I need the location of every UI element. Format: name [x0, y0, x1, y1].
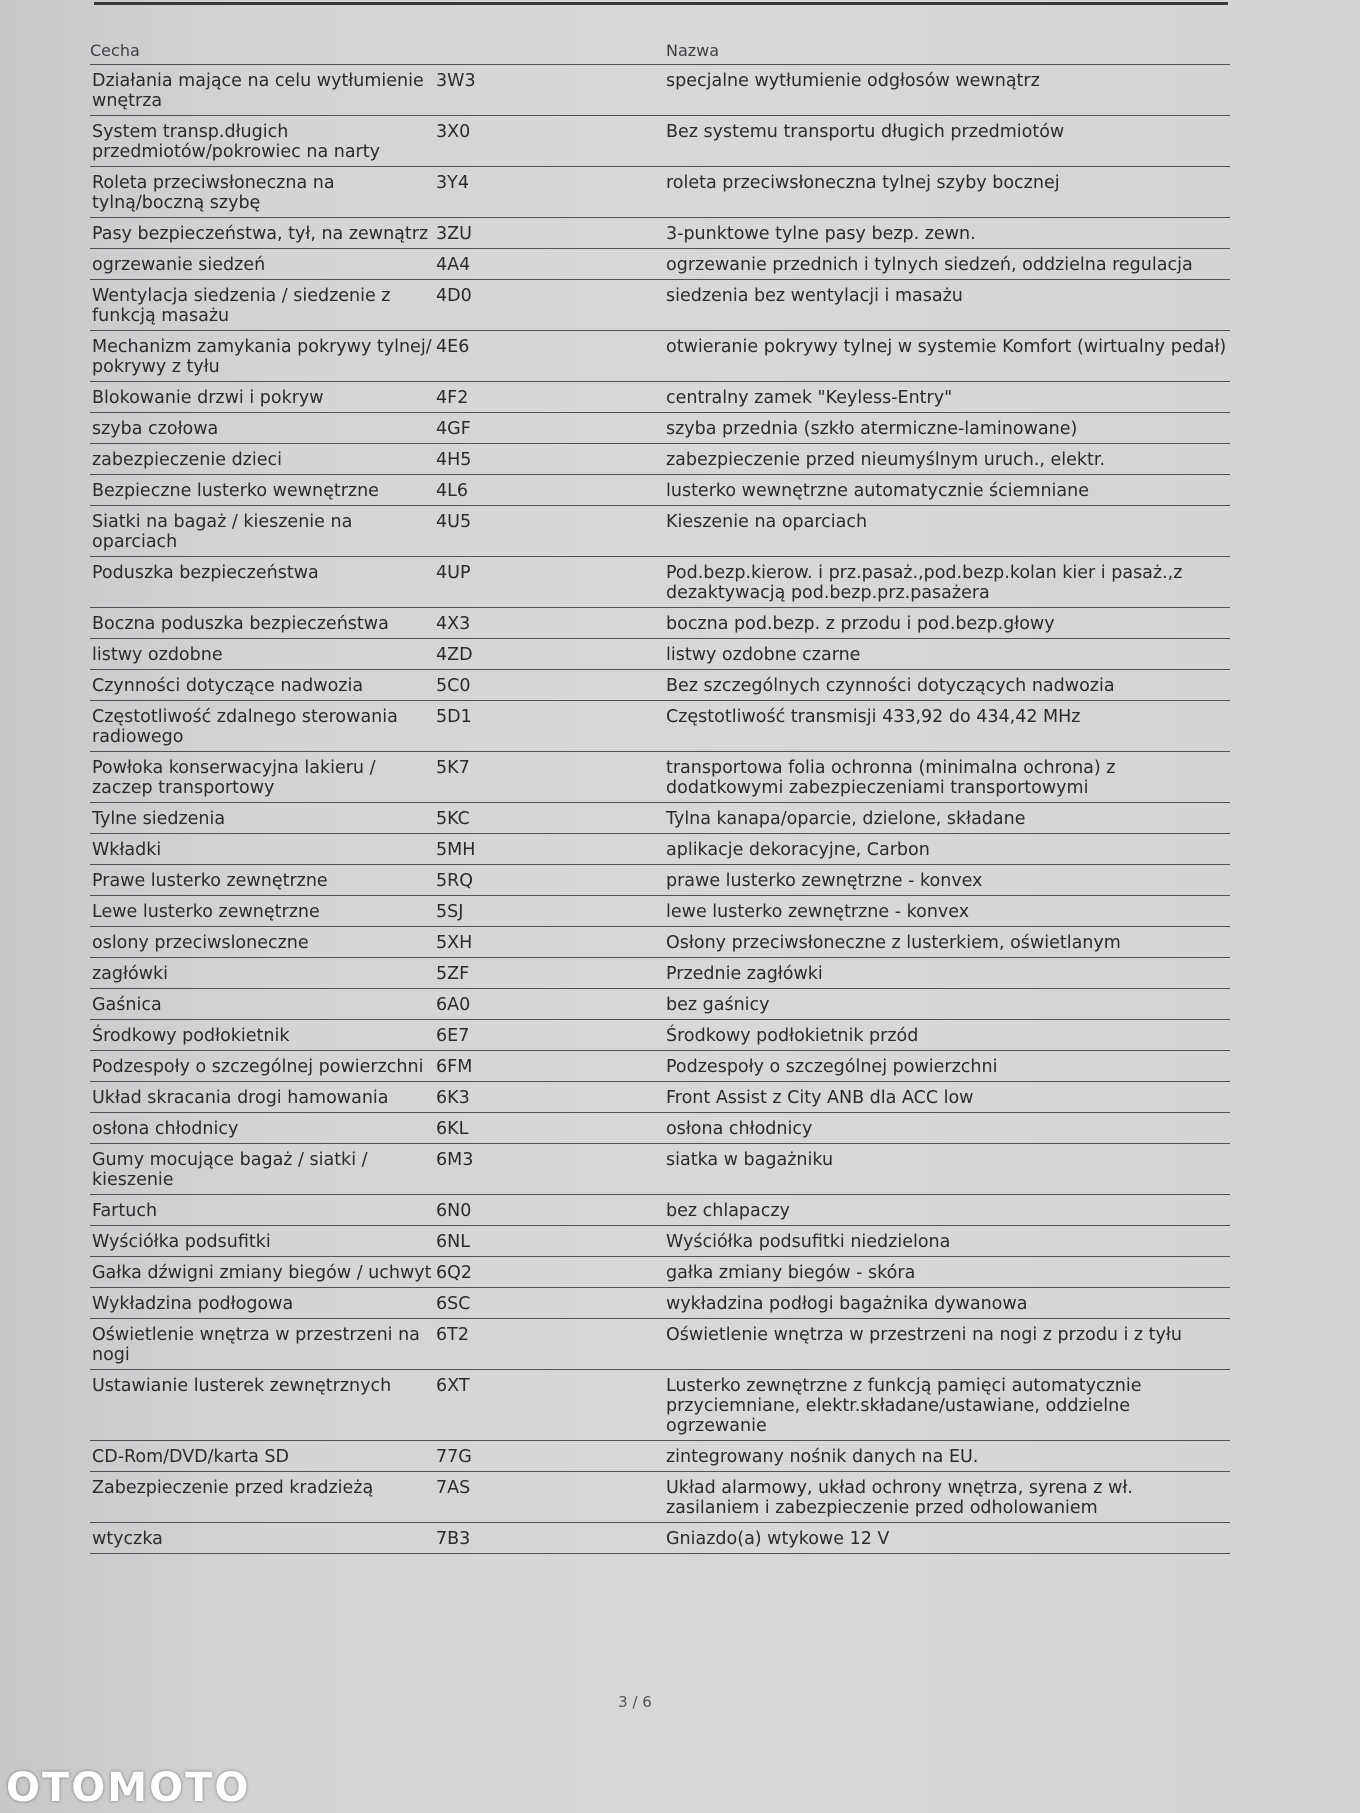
code-cell: 5SJ: [436, 902, 464, 922]
table-row: [90, 413, 1230, 444]
table-row: [90, 1226, 1230, 1257]
feature-cell: Mechanizm zamykania pokrywy tylnej/ pokrywy z tyłu: [92, 337, 432, 377]
name-cell: Przednie zagłówki: [666, 964, 823, 984]
name-cell: otwieranie pokrywy tylnej w systemie Komfort (wirtualny pedał): [666, 337, 1227, 357]
code-cell: 6KL: [436, 1119, 469, 1139]
feature-cell: oslony przeciwslonecznе: [92, 933, 309, 953]
table-row: [90, 701, 1230, 752]
table-row: [90, 834, 1230, 865]
table-row: [90, 1288, 1230, 1319]
feature-cell: Bezpieczne lusterko wewnętrzne: [92, 481, 379, 501]
name-cell: Układ alarmowy, układ ochrony wnętrza, syrena z wł. zasilaniem i zabezpieczenie przed odholowaniem: [666, 1478, 1133, 1518]
name-cell: szyba przednia (szkło atermiczne-laminowane): [666, 419, 1078, 439]
table-row: [90, 1082, 1230, 1113]
feature-cell: Gałka dźwigni zmiany biegów / uchwyt: [92, 1263, 432, 1283]
name-cell: siatka w bagażniku: [666, 1150, 834, 1170]
name-cell: gałka zmiany biegów - skóra: [666, 1263, 916, 1283]
feature-cell: Poduszka bezpieczeństwa: [92, 563, 319, 583]
feature-cell: Powłoka konserwacyjna lakieru / zaczep transportowy: [92, 758, 376, 798]
table-row: [90, 475, 1230, 506]
feature-cell: Tylne siedzenia: [92, 809, 226, 829]
feature-cell: Siatki na bagaż / kieszenie na oparciach: [92, 512, 353, 552]
table-row: [90, 65, 1230, 116]
table-row: [90, 382, 1230, 413]
feature-cell: Fartuch: [92, 1201, 158, 1221]
code-cell: 4D0: [436, 286, 472, 306]
feature-cell: Lewe lusterko zewnętrzne: [92, 902, 320, 922]
name-cell: 3-punktowe tylne pasy bezp. zewn.: [666, 224, 976, 244]
code-cell: 3Y4: [436, 173, 469, 193]
name-cell: wykładzina podłogi bagażnika dywanowa: [666, 1294, 1028, 1314]
name-cell: Częstotliwość transmisji 433,92 do 434,42 MHz: [666, 707, 1081, 727]
name-cell: transportowa folia ochronna (minimalna ochrona) z dodatkowymi zabezpieczeniami transportowymi: [666, 758, 1116, 798]
feature-cell: ogrzewanie siedzeń: [92, 255, 266, 275]
feature-cell: wtyczka: [92, 1529, 163, 1549]
feature-cell: Blokowanie drzwi i pokryw: [92, 388, 324, 408]
feature-cell: Środkowy podłokietnik: [92, 1026, 290, 1046]
feature-cell: Działania mające na celu wytłumienie wnętrza: [92, 71, 424, 111]
top-divider: [94, 2, 1228, 5]
name-cell: lusterko wewnętrzne automatycznie ściemniane: [666, 481, 1089, 501]
feature-cell: Roleta przeciwsłoneczna na tylną/boczną szybę: [92, 173, 335, 213]
table-row: [90, 989, 1230, 1020]
code-cell: 7AS: [436, 1478, 471, 1498]
name-cell: Środkowy podłokietnik przód: [666, 1026, 919, 1046]
feature-cell: Gumy mocujące bagaż / siatki / kieszenie: [92, 1150, 368, 1190]
table-row: [90, 116, 1230, 167]
table-row: [90, 506, 1230, 557]
feature-cell: Gaśnica: [92, 995, 162, 1015]
name-cell: prawe lusterko zewnętrzne - konvex: [666, 871, 983, 891]
table-row: [90, 557, 1230, 608]
code-cell: 6Q2: [436, 1263, 473, 1283]
table-row: [90, 752, 1230, 803]
code-cell: 6K3: [436, 1088, 470, 1108]
table-row: [90, 218, 1230, 249]
feature-cell: Wykładzina podłogowa: [92, 1294, 294, 1314]
feature-cell: osłona chłodnicy: [92, 1119, 239, 1139]
code-cell: 3X0: [436, 122, 471, 142]
name-cell: siedzenia bez wentylacji i masażu: [666, 286, 963, 306]
equipment-table: [90, 30, 1230, 1554]
code-cell: 5ZF: [436, 964, 470, 984]
table-row: [90, 1441, 1230, 1472]
code-cell: 4GF: [436, 419, 471, 439]
name-cell: Oświetlenie wnętrza w przestrzeni na nogi z przodu i z tyłu: [666, 1325, 1182, 1345]
code-cell: 4A4: [436, 255, 471, 275]
feature-cell: CD-Rom/DVD/karta SD: [92, 1447, 290, 1467]
feature-cell: Prawe lusterko zewnętrzne: [92, 871, 328, 891]
feature-cell: Ustawianie lusterek zewnętrznych: [92, 1376, 392, 1396]
code-cell: 5C0: [436, 676, 471, 696]
code-cell: 4X3: [436, 614, 471, 634]
name-cell: Wyściółka podsufitki niedzielona: [666, 1232, 951, 1252]
name-cell: Front Assist z City ANB dla ACC low: [666, 1088, 974, 1108]
feature-cell: szyba czołowa: [92, 419, 219, 439]
table-row: [90, 927, 1230, 958]
name-cell: zabezpieczenie przed nieumyślnym uruch., elektr.: [666, 450, 1106, 470]
code-cell: 4UP: [436, 563, 471, 583]
code-cell: 3W3: [436, 71, 476, 91]
header-name: Nazwa: [666, 41, 720, 60]
table-row: [90, 280, 1230, 331]
code-cell: 6SC: [436, 1294, 471, 1314]
table-row: [90, 639, 1230, 670]
feature-cell: Boczna poduszka bezpieczeństwa: [92, 614, 389, 634]
name-cell: boczna pod.bezp. z przodu i pod.bezp.głowy: [666, 614, 1055, 634]
feature-cell: Układ skracania drogi hamowania: [92, 1088, 389, 1108]
feature-cell: zabezpieczenie dzieci: [92, 450, 282, 470]
code-cell: 6N0: [436, 1201, 472, 1221]
table-row: [90, 1472, 1230, 1523]
header-feature: Cecha: [90, 41, 140, 60]
code-cell: 4ZD: [436, 645, 473, 665]
table-row: [90, 670, 1230, 701]
feature-cell: listwy ozdobne: [92, 645, 223, 665]
name-cell: Pod.bezp.kierow. i prz.pasaż.,pod.bezp.kolan kier i pasaż.,z dezaktywacją pod.bezp.prz.pasażera: [666, 563, 1183, 603]
table-row: [90, 803, 1230, 834]
table-row: [90, 1370, 1230, 1441]
code-cell: 3ZU: [436, 224, 472, 244]
code-cell: 6XT: [436, 1376, 470, 1396]
table-row: [90, 608, 1230, 639]
code-cell: 77G: [436, 1447, 472, 1467]
feature-cell: Wkładki: [92, 840, 162, 860]
name-cell: Osłony przeciwsłoneczne z lusterkiem, oświetlanym: [666, 933, 1121, 953]
table-row: [90, 331, 1230, 382]
code-cell: 5MH: [436, 840, 476, 860]
feature-cell: Wyściółka podsufitki: [92, 1232, 271, 1252]
name-cell: Tylna kanapa/oparcie, dzielone, składane: [666, 809, 1026, 829]
code-cell: 5RQ: [436, 871, 474, 891]
feature-cell: Podzespoły o szczególnej powierzchni: [92, 1057, 424, 1077]
code-cell: 4U5: [436, 512, 472, 532]
code-cell: 6E7: [436, 1026, 470, 1046]
name-cell: osłona chłodnicy: [666, 1119, 813, 1139]
name-cell: bez gaśnicy: [666, 995, 770, 1015]
table-row: [90, 1113, 1230, 1144]
feature-cell: zagłówki: [92, 964, 169, 984]
name-cell: Kieszenie na oparciach: [666, 512, 868, 532]
code-cell: 4E6: [436, 337, 470, 357]
code-cell: 6A0: [436, 995, 471, 1015]
name-cell: Gniazdo(a) wtykowe 12 V: [666, 1529, 890, 1549]
feature-cell: Oświetlenie wnętrza w przestrzeni na nogi: [92, 1325, 420, 1365]
page-number: 3 / 6: [618, 1693, 652, 1711]
feature-cell: Zabezpieczenie przed kradzieżą: [92, 1478, 374, 1498]
table-row: [90, 1144, 1230, 1195]
table-row: [90, 1051, 1230, 1082]
table-body: [90, 65, 1230, 1554]
code-cell: 4F2: [436, 388, 469, 408]
table-row: [90, 249, 1230, 280]
table-row: [90, 1195, 1230, 1226]
name-cell: Lusterko zewnętrzne z funkcją pamięci automatycznie przyciemniane, elektr.składane/ustawiane, oddzielne ogrzewanie: [666, 1376, 1142, 1436]
feature-cell: Pasy bezpieczeństwa, tył, na zewnątrz: [92, 224, 429, 244]
name-cell: Podzespoły o szczególnej powierzchni: [666, 1057, 998, 1077]
feature-cell: Czynności dotyczące nadwozia: [92, 676, 364, 696]
feature-cell: Wentylacja siedzenia / siedzenie z funkcją masażu: [92, 286, 391, 326]
table-row: [90, 1257, 1230, 1288]
name-cell: listwy ozdobne czarne: [666, 645, 861, 665]
feature-cell: System transp.długich przedmiotów/pokrowiec na narty: [92, 122, 380, 162]
table-row: [90, 958, 1230, 989]
code-cell: 4H5: [436, 450, 472, 470]
table-row: [90, 1523, 1230, 1554]
code-cell: 5KC: [436, 809, 470, 829]
code-cell: 5D1: [436, 707, 472, 727]
name-cell: specjalne wytłumienie odgłosów wewnątrz: [666, 71, 1040, 91]
code-cell: 4L6: [436, 481, 469, 501]
name-cell: ogrzewanie przednich i tylnych siedzeń, oddzielna regulacja: [666, 255, 1193, 275]
name-cell: roleta przeciwsłoneczna tylnej szyby bocznej: [666, 173, 1060, 193]
code-cell: 6NL: [436, 1232, 470, 1252]
code-cell: 7B3: [436, 1529, 471, 1549]
feature-cell: Częstotliwość zdalnego sterowania radiowego: [92, 707, 398, 747]
name-cell: aplikacje dekoracyjne, Carbon: [666, 840, 930, 860]
table-row: [90, 444, 1230, 475]
code-cell: 6M3: [436, 1150, 474, 1170]
table-row: [90, 896, 1230, 927]
name-cell: Bez szczególnych czynności dotyczących nadwozia: [666, 676, 1115, 696]
table-row: [90, 167, 1230, 218]
name-cell: bez chlapaczy: [666, 1201, 790, 1221]
name-cell: Bez systemu transportu długich przedmiotów: [666, 122, 1065, 142]
table-row: [90, 865, 1230, 896]
table-row: [90, 1020, 1230, 1051]
table-header: [90, 30, 1230, 65]
name-cell: centralny zamek "Keyless-Entry": [666, 388, 953, 408]
code-cell: 5K7: [436, 758, 470, 778]
table-row: [90, 1319, 1230, 1370]
otomoto-logo: OTOMOTO: [6, 1765, 251, 1811]
code-cell: 5XH: [436, 933, 473, 953]
name-cell: zintegrowany nośnik danych na EU.: [666, 1447, 979, 1467]
code-cell: 6FM: [436, 1057, 473, 1077]
code-cell: 6T2: [436, 1325, 469, 1345]
name-cell: lewe lusterko zewnętrzne - konvex: [666, 902, 970, 922]
